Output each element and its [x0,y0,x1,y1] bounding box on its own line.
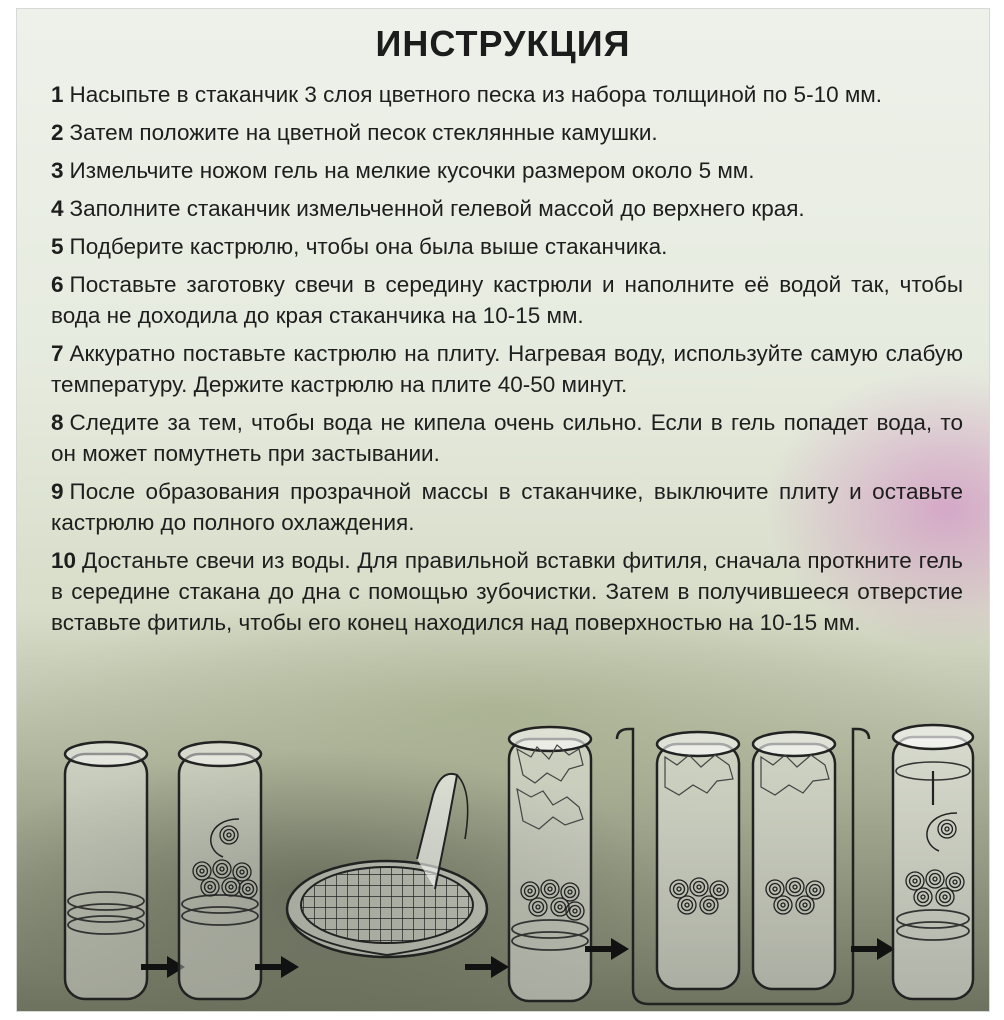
step-number: 2 [51,120,64,145]
step-text: Поставьте заготовку свечи в середину кастрюли и наполните её водой так, чтобы вода не доходила до края стаканчика на 10-15 мм. [51,272,963,328]
step-text: Аккуратно поставьте кастрюлю на плиту. Нагревая воду, используйте самую слабую температуру. Держите кастрюлю на плите 40-50 минут. [51,341,963,397]
step-text: Подберите кастрюлю, чтобы она была выше стаканчика. [69,234,668,259]
step-4 [51,193,963,224]
step-number: 8 [51,410,64,435]
steps-list [51,79,963,645]
gel-cutting-grid [287,774,487,957]
step-1 [51,79,963,110]
step-number: 3 [51,158,64,183]
step-6 [51,269,963,331]
step-number: 5 [51,234,64,259]
step-number: 4 [51,196,64,221]
glass-filled-with-gel [509,727,591,1001]
step-text: Насыпьте в стаканчик 3 слоя цветного песка из набора толщиной по 5-10 мм. [69,82,883,107]
step-text: Затем положите на цветной песок стеклянные камушки. [69,120,658,145]
step-number: 9 [51,479,64,504]
step-text: Измельчите ножом гель на мелкие кусочки размером около 5 мм. [69,158,755,183]
step-5 [51,231,963,262]
step-10 [51,545,963,638]
glasses-in-pot [617,729,869,1004]
arrow-right-icon [851,938,895,960]
glass-with-stones [179,742,261,999]
step-number: 1 [51,82,64,107]
instruction-sheet [16,8,990,1012]
page-title: ИНСТРУКЦИЯ [375,23,631,64]
glass-with-sand-layers [65,742,147,999]
step-text: Достаньте свечи из воды. Для правильной вставки фитиля, сначала проткните гель в середине стакана до дна с помощью зубочистки. Затем в получившееся отверстие вставьте фитиль, чтобы его конец находился над поверхностью на 10-15 мм. [51,548,963,635]
step-text: После образования прозрачной массы в стаканчике, выключите плиту и оставьте кастрюлю до полного охлаждения. [51,479,963,535]
process-illustration [17,709,989,1009]
step-7 [51,338,963,400]
step-number: 10 [51,548,77,573]
step-8 [51,407,963,469]
step-number: 7 [51,341,64,366]
step-number: 6 [51,272,64,297]
step-9 [51,476,963,538]
step-2 [51,117,963,148]
arrow-right-icon [465,956,509,978]
finished-candle-with-wick [893,725,973,999]
step-text: Заполните стаканчик измельченной гелевой массой до верхнего края. [69,196,805,221]
step-text: Следите за тем, чтобы вода не кипела очень сильно. Если в гель попадет вода, то он может помутнеть при застывании. [51,410,963,466]
step-3 [51,155,963,186]
